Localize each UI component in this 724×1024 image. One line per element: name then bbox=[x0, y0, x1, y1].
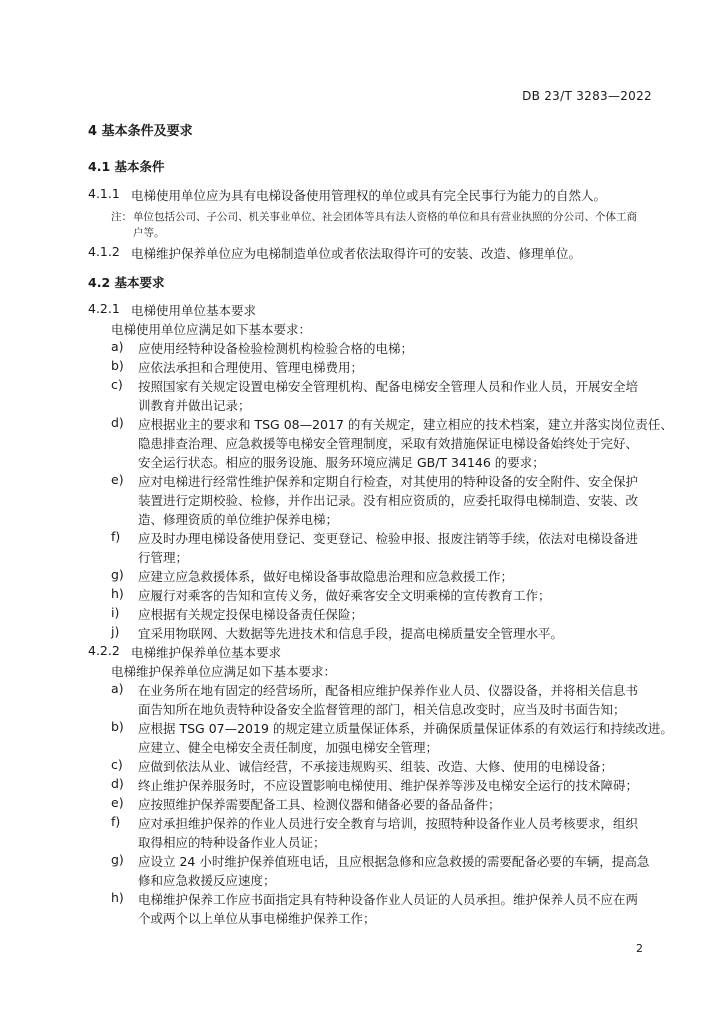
note-line: 户等。 bbox=[133, 227, 165, 239]
list-item-text: 应对承担维护保养的作业人员进行安全教育与培训，按照特种设备作业人员考核要求，组织 bbox=[138, 816, 639, 831]
list-item-label: h) bbox=[111, 890, 124, 905]
list-item-label: d) bbox=[111, 415, 124, 430]
list-item-text: 终止维护保养服务时，不应设置影响电梯使用、维护保养等涉及电梯安全运行的技术障碍； bbox=[138, 778, 639, 793]
list-item-text: 隐患排查治理、应急救援等电梯安全管理制度，采取有效措施保证电梯设备始终处于完好、 bbox=[138, 436, 639, 451]
clause-4-1-2-text: 电梯维护保养单位应为电梯制造单位或者依法取得许可的安装、改造、修理单位。 bbox=[131, 246, 582, 261]
list-item-label: g) bbox=[111, 567, 124, 582]
clause-4-2-1-number: 4.2.1 bbox=[88, 301, 120, 316]
page-number: 2 bbox=[636, 942, 643, 955]
list-item-text: 应根据业主的要求和 TSG 08—2017 的有关规定，建立相应的技术档案，建立并落实岗位责任、 bbox=[138, 417, 673, 432]
list-item-label: a) bbox=[111, 339, 124, 354]
list-item-label: i) bbox=[111, 605, 120, 620]
list-item-text: 电梯维护保养工作应书面指定具有特种设备作业人员证的人员承担。维护保养人员不应在两 bbox=[138, 892, 639, 907]
list-item-text: 应及时办理电梯设备使用登记、变更登记、检验申报、报废注销等手续，依法对电梯设备进 bbox=[138, 531, 639, 546]
list-item-text: 应履行对乘客的告知和宣传义务，做好乘客安全文明乘梯的宣传教育工作； bbox=[138, 588, 551, 603]
clause-4-2-2-intro: 电梯维护保养单位应满足如下基本要求： bbox=[111, 664, 337, 679]
list-item-text: 应按照维护保养需要配备工具、检测仪器和储备必要的备品备件； bbox=[138, 797, 501, 812]
list-item-label: e) bbox=[111, 795, 124, 810]
list-item-text: 应使用经特种设备检验检测机构检验合格的电梯； bbox=[138, 341, 414, 356]
list-item-text: 应建立应急救援体系，做好电梯设备事故隐患治理和应急救援工作； bbox=[138, 569, 514, 584]
list-item-label: d) bbox=[111, 776, 124, 791]
clause-4-1-1-number: 4.1.1 bbox=[88, 186, 120, 201]
clause-4-1-1-text: 电梯使用单位应为具有电梯设备使用管理权的单位或具有完全民事行为能力的自然人。 bbox=[131, 188, 607, 203]
list-item-text: 面告知所在地负责特种设备安全监督管理的部门，相关信息改变时，应当及时书面告知； bbox=[138, 702, 626, 717]
list-item-text: 安全运行状态。相应的服务设施、服务环境应满足 GB/T 34146 的要求； bbox=[138, 455, 545, 470]
list-item-text: 按照国家有关规定设置电梯安全管理机构、配备电梯安全管理人员和作业人员，开展安全培 bbox=[138, 379, 639, 394]
note-line: 单位包括公司、子公司、机关事业单位、社会团体等具有法人资格的单位和具有营业执照的分公司、个体工商 bbox=[133, 211, 637, 223]
clause-4-2-1-title: 电梯使用单位基本要求 bbox=[131, 303, 257, 318]
standard-code: DB 23/T 3283—2022 bbox=[522, 89, 652, 103]
list-item-text: 修和应急救援反应速度； bbox=[138, 873, 276, 888]
note-label: 注： bbox=[111, 211, 132, 223]
list-item-text: 在业务所在地有固定的经营场所，配备相应维护保养作业人员、仪器设备，并将相关信息书 bbox=[138, 683, 639, 698]
list-item-text: 行管理； bbox=[138, 550, 189, 565]
list-item-label: b) bbox=[111, 358, 124, 373]
list-item-label: c) bbox=[111, 757, 123, 772]
clause-4-1-2-number: 4.1.2 bbox=[88, 244, 120, 259]
clause-4-2-2-number: 4.2.2 bbox=[88, 643, 120, 658]
list-item-text: 应做到依法从业、诚信经营，不承接违规购买、组装、改造、大修、使用的电梯设备； bbox=[138, 759, 614, 774]
list-item-label: e) bbox=[111, 472, 124, 487]
list-item-label: f) bbox=[111, 814, 121, 829]
section-4-1-heading: 4.1 基本条件 bbox=[88, 159, 165, 174]
clause-4-2-2-title: 电梯维护保养单位基本要求 bbox=[131, 645, 282, 660]
list-item-text: 应根据有关规定投保电梯设备责任保险； bbox=[138, 607, 364, 622]
section-4-heading: 4 基本条件及要求 bbox=[88, 124, 193, 139]
list-item-label: a) bbox=[111, 681, 124, 696]
list-item-text: 装置进行定期校验、检修，并作出记录。没有相应资质的，应委托取得电梯制造、安装、改 bbox=[138, 493, 639, 508]
list-item-text: 训教育并做出记录； bbox=[138, 398, 251, 413]
clause-4-2-1-intro: 电梯使用单位应满足如下基本要求： bbox=[111, 322, 312, 337]
list-item-text: 取得相应的特种设备作业人员证； bbox=[138, 835, 326, 850]
list-item-text: 应建立、健全电梯安全责任制度，加强电梯安全管理； bbox=[138, 740, 439, 755]
list-item-text: 应依法承担和合理使用、管理电梯费用； bbox=[138, 360, 364, 375]
list-item-text: 个或两个以上单位从事电梯维护保养工作； bbox=[138, 911, 376, 926]
list-item-label: j) bbox=[111, 624, 120, 639]
list-item-text: 宜采用物联网、大数据等先进技术和信息手段，提高电梯质量安全管理水平。 bbox=[138, 626, 564, 641]
list-item-label: f) bbox=[111, 529, 121, 544]
list-item-label: c) bbox=[111, 377, 123, 392]
list-item-text: 应根据 TSG 07—2019 的规定建立质量保证体系，并确保质量保证体系的有效运行和持续改进。 bbox=[138, 721, 673, 736]
section-4-2-heading: 4.2 基本要求 bbox=[88, 275, 165, 290]
list-item-text: 造、修理资质的单位维护保养电梯； bbox=[138, 512, 339, 527]
list-item-label: h) bbox=[111, 586, 124, 601]
list-item-label: b) bbox=[111, 719, 124, 734]
list-item-text: 应对电梯进行经常性维护保养和定期自行检查，对其使用的特种设备的安全附件、安全保护 bbox=[138, 474, 639, 489]
list-item-label: g) bbox=[111, 852, 124, 867]
list-item-text: 应设立 24 小时维护保养值班电话，且应根据急修和应急救援的需要配备必要的车辆，提高急 bbox=[138, 854, 650, 869]
